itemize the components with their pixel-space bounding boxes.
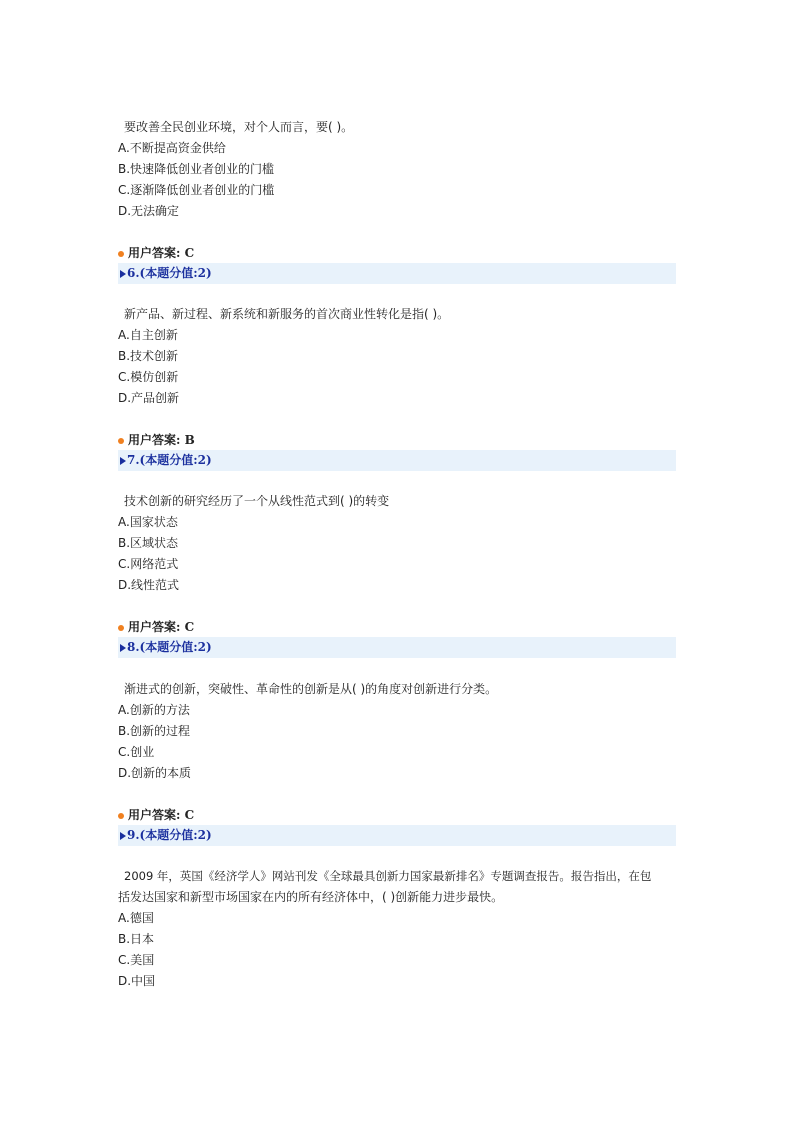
question-text: 技术创新的研究经历了一个从线性范式到( )的转变: [124, 494, 390, 508]
user-answer-text: 用户答案: C: [128, 620, 195, 634]
option-d: D.无法确定: [118, 204, 180, 218]
question-text: 新产品、新过程、新系统和新服务的首次商业性转化是指( )。: [124, 307, 450, 321]
question-text: 要改善全民创业环境，对个人而言，要( )。: [124, 120, 354, 134]
option-c: C.逐渐降低创业者创业的门槛: [118, 183, 275, 197]
option-c: C.美国: [118, 953, 155, 967]
option-d: D.中国: [118, 974, 156, 988]
arrow-icon: [120, 832, 126, 840]
question-header: [118, 825, 676, 846]
user-answer-text: 用户答案: B: [128, 433, 195, 447]
option-b: B.技术创新: [118, 349, 179, 363]
question-header: [118, 263, 676, 284]
arrow-icon: [120, 644, 126, 652]
question-header: [118, 450, 676, 471]
question-5: [118, 117, 678, 222]
option-a: A.国家状态: [118, 515, 178, 529]
option-c: C.创业: [118, 745, 155, 759]
option-d: D.产品创新: [118, 391, 180, 405]
bullet-icon: [118, 251, 124, 257]
user-answer: [118, 617, 676, 637]
option-d: D.线性范式: [118, 578, 180, 592]
arrow-icon: [120, 270, 126, 278]
option-b: B.创新的过程: [118, 724, 191, 738]
option-a: A.自主创新: [118, 328, 178, 342]
question-9: [118, 866, 678, 992]
question-text: 渐进式的创新，突破性、革命性的创新是从( )的角度对创新进行分类。: [124, 682, 498, 696]
option-a: A.创新的方法: [118, 703, 190, 717]
question-text-line-1: 2009 年，英国《经济学人》网站刊发《全球最具创新力国家最新排名》专题调查报告。报告指出，在包: [124, 869, 652, 883]
question-header-text: 6.(本题分值:2): [127, 266, 212, 280]
question-header: [118, 637, 676, 658]
question-7: [118, 491, 678, 596]
question-6: [118, 304, 678, 409]
option-b: B.区域状态: [118, 536, 179, 550]
option-b: B.日本: [118, 932, 155, 946]
option-d: D.创新的本质: [118, 766, 192, 780]
question-text-line-2: 括发达国家和新型市场国家在内的所有经济体中，( )创新能力进步最快。: [118, 890, 504, 904]
user-answer: [118, 430, 676, 450]
question-header-text: 8.(本题分值:2): [127, 640, 212, 654]
user-answer-text: 用户答案: C: [128, 808, 195, 822]
option-a: A.德国: [118, 911, 154, 925]
user-answer: [118, 805, 676, 825]
arrow-icon: [120, 457, 126, 465]
bullet-icon: [118, 625, 124, 631]
user-answer-text: 用户答案: C: [128, 246, 195, 260]
question-header-text: 9.(本题分值:2): [127, 828, 212, 842]
bullet-icon: [118, 813, 124, 819]
option-b: B.快速降低创业者创业的门槛: [118, 162, 275, 176]
option-c: C.网络范式: [118, 557, 179, 571]
user-answer: [118, 243, 676, 263]
bullet-icon: [118, 438, 124, 444]
question-8: [118, 679, 678, 784]
option-a: A.不断提高资金供给: [118, 141, 226, 155]
question-header-text: 7.(本题分值:2): [127, 453, 212, 467]
option-c: C.模仿创新: [118, 370, 179, 384]
